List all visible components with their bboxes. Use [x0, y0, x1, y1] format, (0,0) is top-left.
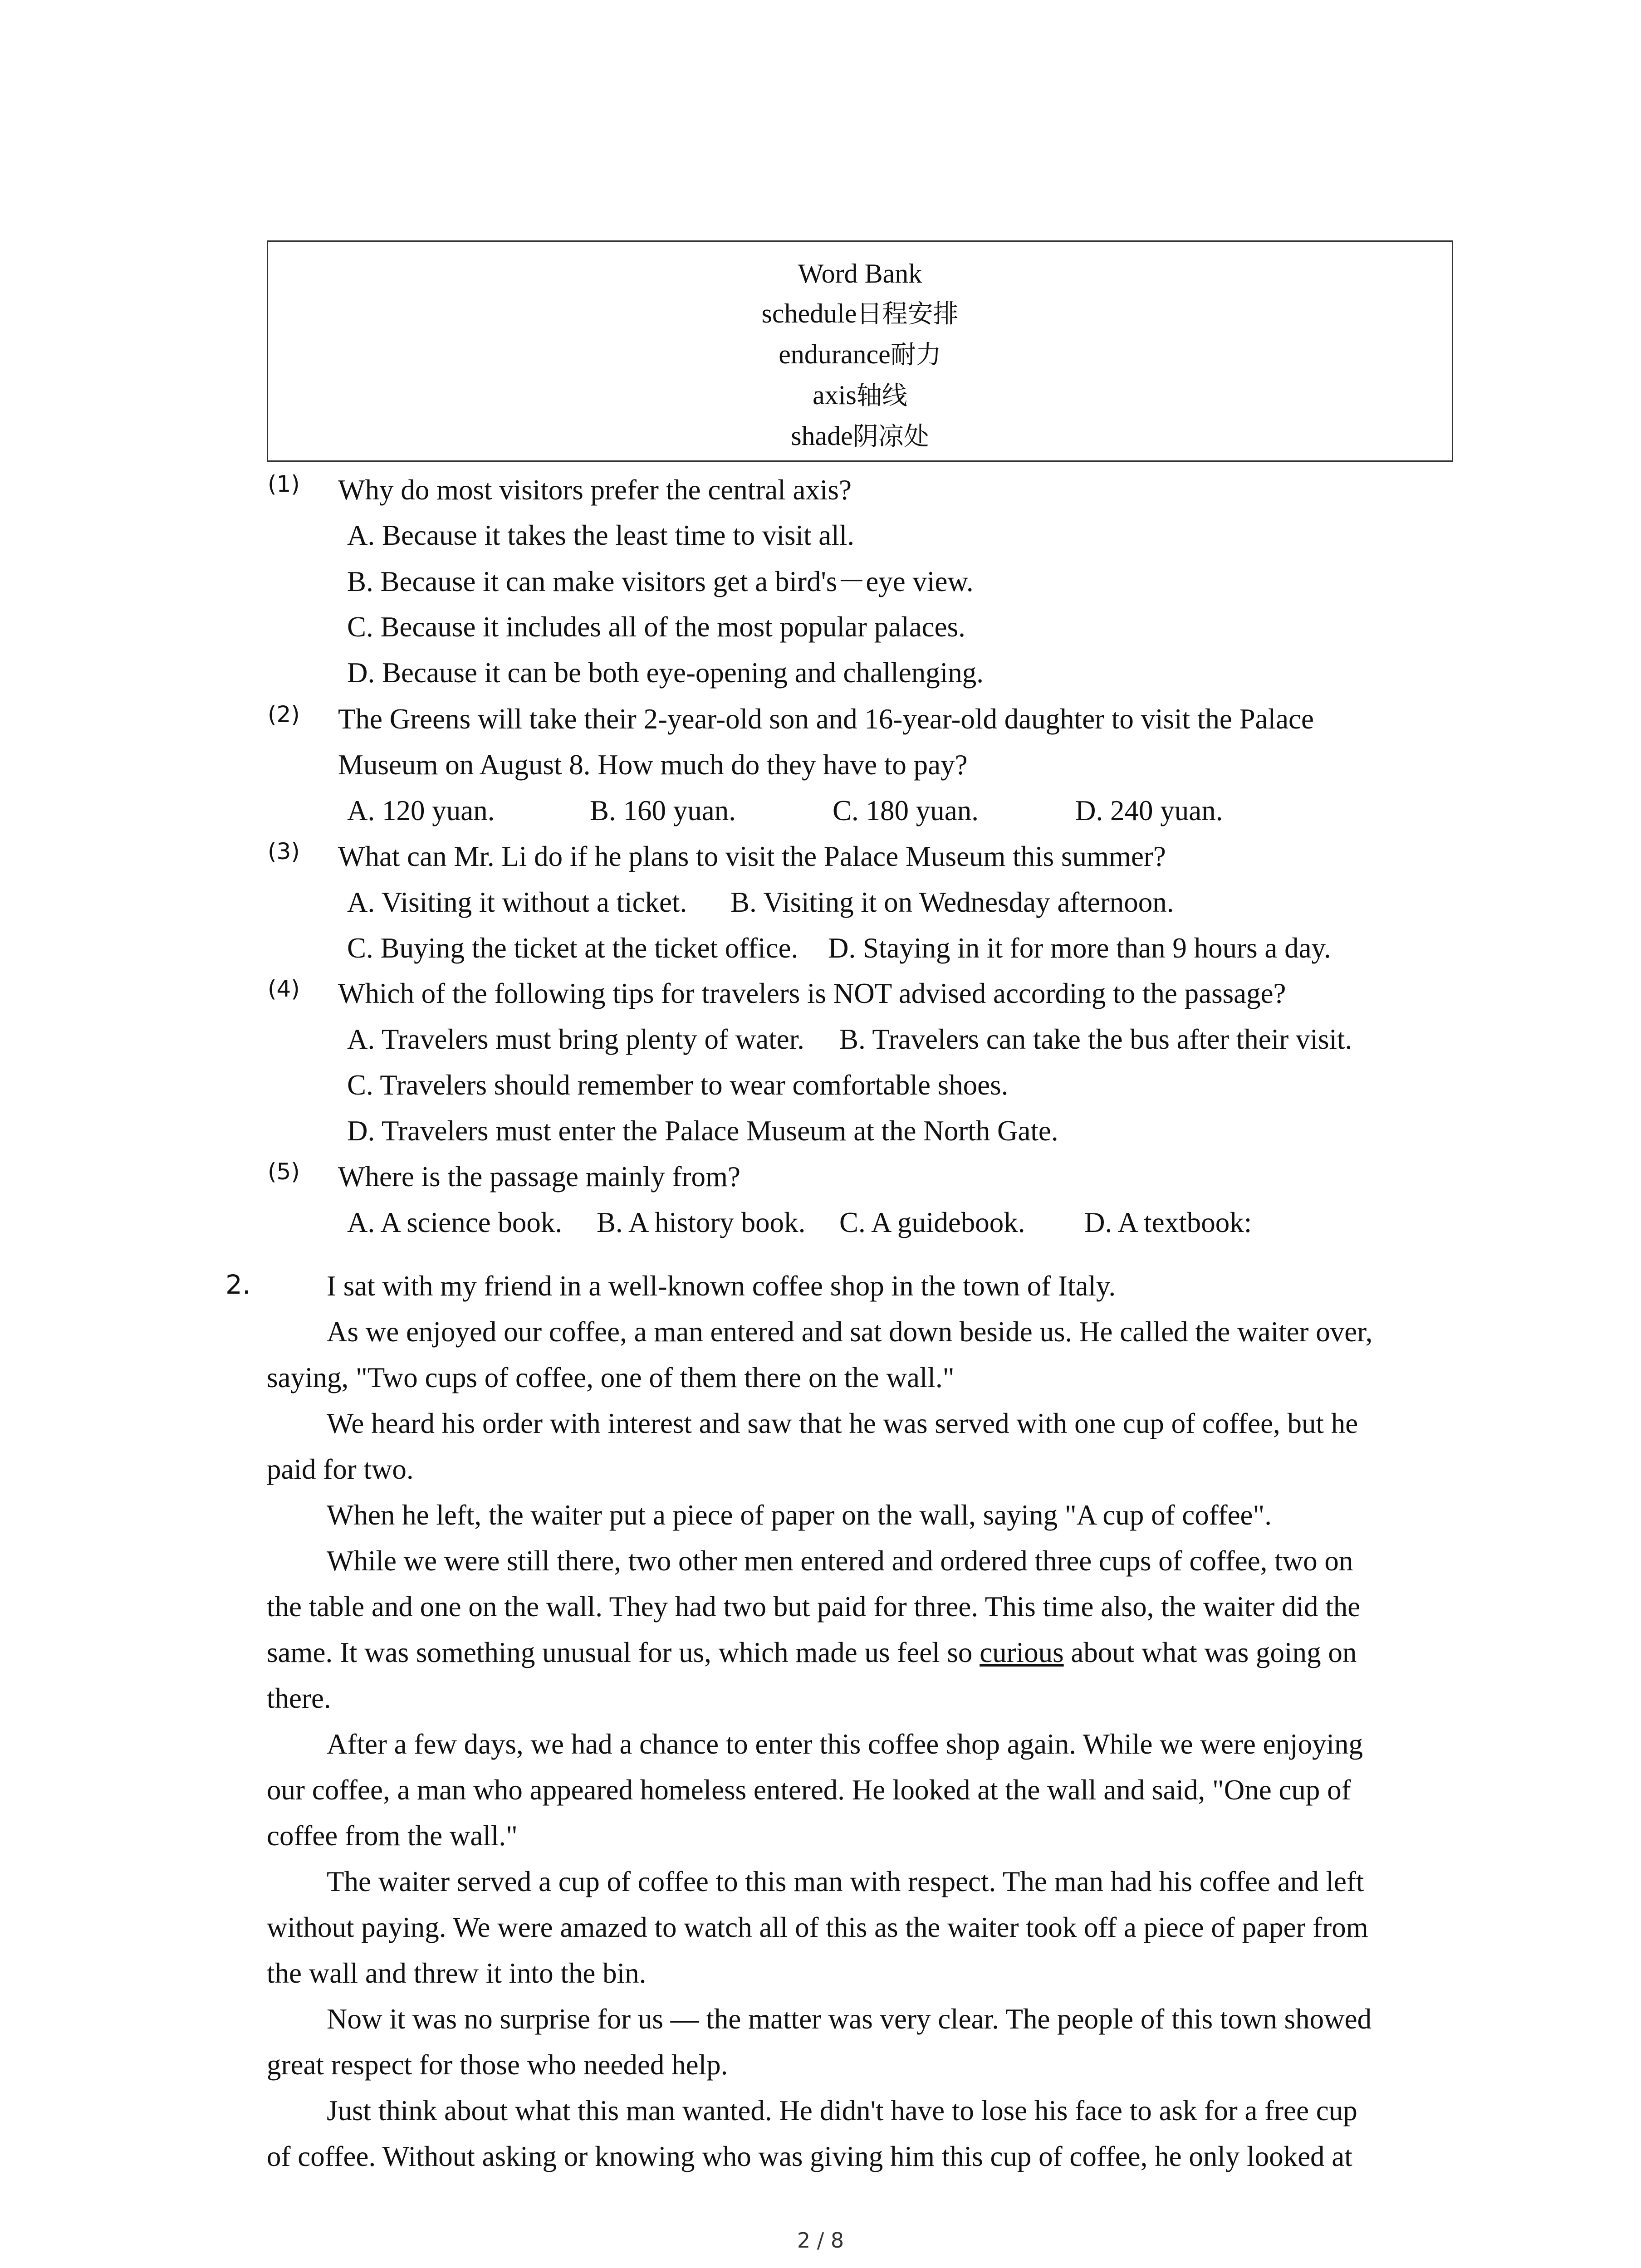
passage-line: of coffee. Without asking or knowing who was giving him this cup of coffee, he only looked at — [267, 2141, 1352, 2172]
passage-line: saying, "Two cups of coffee, one of them there on the wall." — [267, 1362, 955, 1393]
question-stem: Museum on August 8. How much do they have to pay? — [338, 749, 968, 781]
question-number: (1) — [268, 471, 300, 497]
passage-line: coffee from the wall." — [267, 1820, 518, 1852]
answer-option: B. 160 yuan. — [590, 795, 736, 826]
answer-option: C. Travelers should remember to wear comfortable shoes. — [347, 1069, 1009, 1101]
page-number: 2 / 8 — [797, 2228, 844, 2253]
passage-line: As we enjoyed our coffee, a man entered and sat down beside us. He called the waiter over, — [327, 1316, 1373, 1348]
answer-option: D. Because it can be both eye-opening and challenging. — [347, 657, 984, 689]
passage-line: the wall and threw it into the bin. — [267, 1957, 647, 1989]
question-number: (5) — [268, 1158, 300, 1185]
question-stem: Where is the passage mainly from? — [338, 1161, 740, 1193]
answer-option: B. Because it can make visitors get a bird's－eye view. — [347, 566, 974, 597]
answer-option: C. 180 yuan. — [833, 795, 979, 826]
word-bank-title: Word Bank — [798, 259, 922, 288]
question-number: (2) — [268, 701, 300, 728]
passage-line: Now it was no surprise for us — the matter was very clear. The people of this town showed — [327, 2003, 1372, 2035]
passage-line: same. It was something unusual for us, which made us feel so curious about what was going on — [267, 1637, 1357, 1668]
question-stem: What can Mr. Li do if he plans to visit the Palace Museum this summer? — [338, 841, 1166, 872]
passage-line: After a few days, we had a chance to enter this coffee shop again. While we were enjoying — [327, 1728, 1363, 1760]
answer-option: A. A science book. — [347, 1207, 563, 1238]
answer-option: B. A history book. — [597, 1207, 806, 1238]
answer-option: C. Because it includes all of the most popular palaces. — [347, 611, 965, 643]
passage-line: without paying. We were amazed to watch all of this as the waiter took off a piece of paper from — [267, 1911, 1368, 1943]
passage-line: there. — [267, 1682, 331, 1714]
answer-options-row — [347, 1200, 1252, 1245]
passage-line: great respect for those who needed help. — [267, 2049, 728, 2081]
answer-option: C. Buying the ticket at the ticket office. — [347, 932, 798, 964]
answer-option: D. 240 yuan. — [1075, 795, 1223, 826]
answer-option: A. 120 yuan. — [347, 795, 495, 826]
word-bank-entry: axis轴线 — [813, 380, 907, 411]
passage-line: While we were still there, two other men entered and ordered three cups of coffee, two on — [327, 1545, 1353, 1577]
question-stem: The Greens will take their 2-year-old son and 16-year-old daughter to visit the Palace — [338, 703, 1314, 735]
passage-line: When he left, the waiter put a piece of paper on the wall, saying "A cup of coffee". — [327, 1499, 1272, 1531]
answer-option: D. A textbook: — [1084, 1207, 1252, 1238]
answer-options-row — [347, 880, 1174, 925]
answer-option: A. Because it takes the least time to visit all. — [347, 519, 854, 551]
answer-option: D. Staying in it for more than 9 hours a day. — [828, 932, 1331, 964]
question-stem: Which of the following tips for travelers is NOT advised according to the passage? — [338, 978, 1286, 1009]
answer-option: B. Visiting it on Wednesday afternoon. — [730, 886, 1174, 918]
answer-options-row — [347, 1017, 1352, 1062]
passage-line: paid for two. — [267, 1453, 414, 1485]
passage-number: 2. — [225, 1269, 251, 1300]
passage-line: Just think about what this man wanted. He didn't have to lose his face to ask for a free cup — [327, 2095, 1357, 2126]
answer-option: B. Travelers can take the bus after their visit. — [839, 1023, 1352, 1055]
question-number: (3) — [268, 838, 300, 865]
passage-line: the table and one on the wall. They had two but paid for three. This time also, the waiter did the — [267, 1591, 1361, 1623]
question-stem: Why do most visitors prefer the central axis? — [338, 474, 852, 506]
question-number: (4) — [268, 976, 300, 1002]
answer-option: D. Travelers must enter the Palace Museum at the North Gate. — [347, 1115, 1058, 1147]
word-bank-box — [267, 240, 1453, 462]
passage-line: I sat with my friend in a well-known coffee shop in the town of Italy. — [327, 1270, 1116, 1302]
word-bank-entry: endurance耐力 — [779, 339, 941, 370]
answer-option: C. A guidebook. — [839, 1207, 1025, 1238]
underlined-word: curious — [980, 1637, 1064, 1668]
word-bank-entry: schedule日程安排 — [761, 298, 959, 329]
word-bank-entry: shade阴凉处 — [791, 421, 929, 451]
passage-line: We heard his order with interest and saw that he was served with one cup of coffee, but he — [327, 1408, 1358, 1439]
answer-option: A. Travelers must bring plenty of water. — [347, 1023, 804, 1055]
answer-options-row — [347, 925, 1331, 971]
passage-line: our coffee, a man who appeared homeless entered. He looked at the wall and said, "One cup of — [267, 1774, 1351, 1806]
answer-option: A. Visiting it without a ticket. — [347, 886, 687, 918]
answer-options-row — [347, 788, 1223, 833]
passage-line: The waiter served a cup of coffee to this man with respect. The man had his coffee and left — [327, 1866, 1364, 1897]
